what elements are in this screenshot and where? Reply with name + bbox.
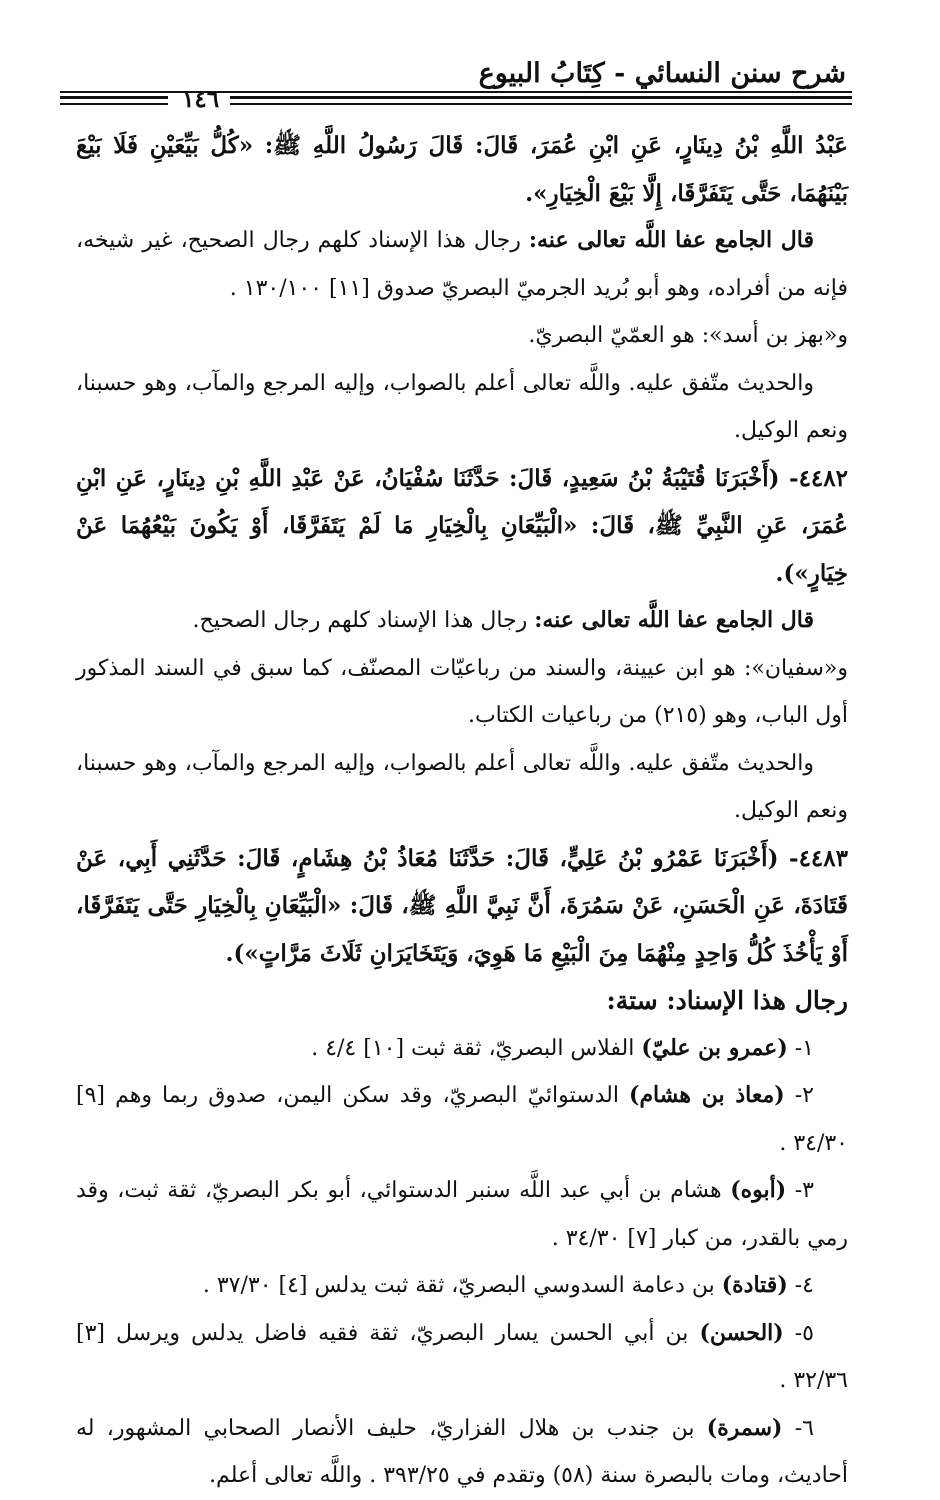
header-rule-left-1 [60, 96, 168, 99]
narrator-text: الفلاس البصريّ، ثقة ثبت [١٠] ٤/٤ . [311, 1035, 642, 1061]
narrator-text: بن جندب بن هلال الفزاريّ، حليف الأنصار الصحابي المشهور، له أحاديث، ومات بالبصرة سنة (٥٨) وتقدم في ٣٩٣/٢٥ . واللَّه تعالى أعلم. [76, 1415, 848, 1488]
narrator-note: و«بهز بن أسد»: هو العمّيّ البصريّ. [528, 323, 848, 348]
hadith-continuation: عَبْدُ اللَّهِ بْنُ دِينَارٍ، عَنِ ابْنِ عُمَرَ، قَالَ: قَالَ رَسُولُ اللَّهِ ﷺ: «كُلُّ بَيِّعَيْنِ فَلَا بَيْعَ بَيْنَهُمَا، حَتَّى يَتَفَرَّقَا، إِلَّا بَيْعَ الْخِيَارِ». [76, 132, 848, 207]
narrator-item [76, 1072, 848, 1167]
narrator-item [76, 1405, 848, 1500]
narrator-number: ٦- [782, 1415, 814, 1441]
narrator-text: بن أبي الحسن يسار البصريّ، ثقة فقيه فاضل يدلس ويرسل [٣] ٣٢/٣٦ . [76, 1320, 848, 1393]
narrator-name: (سمرة) [706, 1414, 783, 1441]
narrator-name: (أبوه) [730, 1177, 787, 1203]
narrator-item [76, 1262, 848, 1310]
narrator-text: بن دعامة السدوسي البصريّ، ثقة ثبت يدلس [٤] ٣٧/٣٠ . [202, 1273, 722, 1298]
narrator-name: (الحسن) [699, 1319, 784, 1346]
narrator-number: ٢- [784, 1083, 814, 1108]
header-rule-top [60, 91, 852, 93]
hadith-4483: ٤٤٨٣- (أَخْبَرَنَا عَمْرُو بْنُ عَلِيٍّ، قَالَ: حَدَّثَنَا مُعَاذُ بْنُ هِشَامٍ، قَالَ: حَدَّثَنِي أَبِي، عَنْ قَتَادَةَ، عَنِ الْحَسَنِ، عَنْ سَمُرَةَ، أَنَّ نَبِيَّ اللَّهِ ﷺ، قَالَ: «الْبَيِّعَانِ بِالْخِيَارِ حَتَّى يَتَفَرَّقَا، أَوْ يَأْخُذَ كُلُّ وَاحِدٍ مِنْهُمَا مِنَ الْبَيْعِ مَا هَوِيَ، وَيَتَخَايَرَانِ ثَلَاثَ مَرَّاتٍ»). [76, 844, 848, 967]
narrator-item [76, 1310, 848, 1405]
commentary-lead: قال الجامع عفا اللَّه تعالى عنه: [528, 227, 814, 253]
page-number: ١٤٦ [182, 86, 220, 113]
narrator-number: ٣- [786, 1178, 814, 1203]
narrator-note: و«سفيان»: هو ابن عيينة، والسند من رباعيّات المصنّف، كما سبق في السند المذكور أول الباب، وهو (٢١٥) من رباعيات الكتاب. [76, 655, 848, 728]
page-header [60, 54, 852, 114]
commentary-text: رجال هذا الإسناد كلهم رجال الصحيح، غير شيخه، فإنه من أفراده، وهو أبو بُريد الجرميّ البصريّ صدوق [١١] ١٣٠/١٠٠ . [76, 228, 848, 301]
narrator-name: (معاذ بن هشام) [629, 1082, 785, 1108]
header-rule-right-1 [230, 96, 852, 99]
commentary-text: رجال هذا الإسناد كلهم رجال الصحيح. [192, 608, 535, 633]
header-rule-left-2 [60, 103, 168, 105]
body-text [76, 122, 848, 1488]
header-rule-right-2 [230, 103, 852, 105]
narrator-number: ١- [787, 1035, 814, 1061]
running-title: شرح سنن النسائي - كِتَابُ البيوع [478, 58, 846, 89]
narrator-name: (عمرو بن عليّ) [641, 1034, 788, 1061]
narrator-item [76, 1025, 848, 1073]
narrator-name: (قتادة) [721, 1272, 788, 1298]
narrator-text: الدستوائيّ البصريّ، وقد سكن اليمن، صدوق ربما وهم [٩] ٣٤/٣٠ . [76, 1083, 848, 1156]
narrator-number: ٤- [787, 1273, 814, 1298]
commentary-paragraph [76, 597, 848, 645]
narrator-item [76, 1167, 848, 1262]
commentary-paragraph [76, 217, 848, 312]
closing-paragraph: والحديث متّفق عليه. واللَّه تعالى أعلم بالصواب، وإليه المرجع والمآب، وهو حسبنا، ونعم الوكيل. [76, 370, 848, 443]
narrator-number: ٥- [783, 1320, 814, 1346]
hadith-4482: ٤٤٨٢- (أَخْبَرَنَا قُتَيْبَةُ بْنُ سَعِيدٍ، قَالَ: حَدَّثَنَا سُفْيَانُ، عَنْ عَبْدِ اللَّهِ بْنِ دِينَارٍ، عَنِ ابْنِ عُمَرَ، عَنِ النَّبِيِّ ﷺ، قَالَ: «الْبَيِّعَانِ بِالْخِيَارِ مَا لَمْ يَتَفَرَّقَا، أَوْ يَكُونَ بَيْعُهُمَا عَنْ خِيَارٍ»). [76, 464, 848, 587]
narrator-text: هشام بن أبي عبد اللَّه سنبر الدستوائي، أبو بكر البصريّ، ثقة ثبت، وقد رمي بالقدر، من كبار [٧] ٣٤/٣٠ . [76, 1178, 848, 1251]
commentary-lead: قال الجامع عفا اللَّه تعالى عنه: [534, 607, 814, 633]
closing-paragraph: والحديث متّفق عليه. واللَّه تعالى أعلم بالصواب، وإليه المرجع والمآب، وهو حسبنا، ونعم الوكيل. [76, 750, 848, 823]
section-heading: رجال هذا الإسناد: ستة: [606, 986, 848, 1015]
